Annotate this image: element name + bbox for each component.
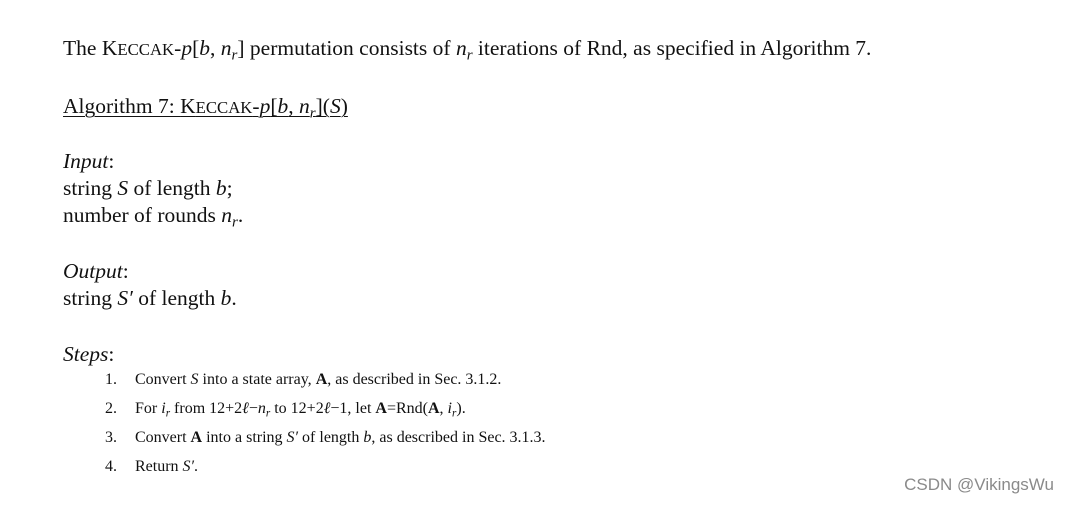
- step-item: 1. Convert S into a state array, A, as described in Sec. 3.1.2.: [105, 371, 502, 388]
- step-item: 3. Convert A into a string S′ of length b, as described in Sec. 3.1.3.: [105, 429, 546, 446]
- intro-text: The: [63, 36, 97, 60]
- steps-heading: Steps:: [63, 342, 115, 366]
- input-line-1: string S of length b;: [63, 176, 233, 200]
- input-heading: Input:: [63, 149, 115, 173]
- step-item: 2. For $i_r$ from $12+2\ell-n_r$ to 12+2ℓ−1, let A=Rnd(A, $i_r$).: [105, 400, 466, 420]
- steps-list: [99, 366, 546, 482]
- watermark: CSDN @VikingsWu: [904, 475, 1054, 494]
- input-line-2: number of rounds $n_r$.: [63, 203, 244, 231]
- algorithm-title: Algorithm 7: KECCAK-p[b, $n_r](S)$: [63, 94, 348, 122]
- intro-paragraph: The KECCAK-p[b, $n_r$] permutation consists of $n_r$ iterations of Rnd, as specified in Algorithm 7.: [63, 36, 872, 64]
- output-line: string S′ of length b.: [63, 286, 237, 310]
- output-heading: Output:: [63, 259, 129, 283]
- step-item: 4. Return S′.: [105, 458, 199, 475]
- keccak-name: KECCAK: [101, 36, 175, 60]
